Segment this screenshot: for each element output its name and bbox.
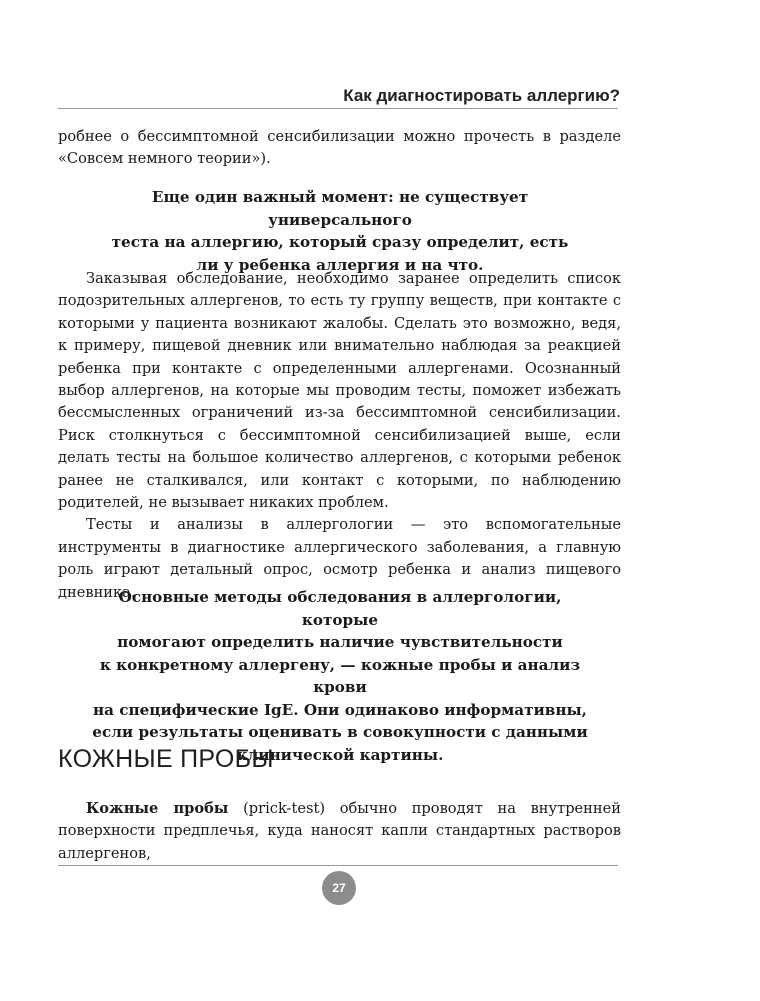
- header-rule: [58, 108, 618, 109]
- footer-rule: [58, 865, 618, 866]
- callout-1-line: ли у ребенка аллергия и на что.: [196, 255, 484, 274]
- section-heading: КОЖНЫЕ ПРОБЫ: [58, 745, 274, 773]
- callout-2-line: помогают определить наличие чувствительности: [117, 633, 563, 651]
- paragraph-4-rest: (prick-test) обычно проводят на внутренней поверхности предплечья, куда наносят капли стандартных растворов аллергенов,: [58, 800, 621, 862]
- callout-2-line: Основные методы обследования в аллергологии, которые: [118, 588, 562, 629]
- callout-1-line: теста на аллергию, который сразу определит, есть: [111, 233, 569, 251]
- page-number-badge: 27: [322, 871, 356, 905]
- callout-2-line: на специфические IgE. Они одинаково информативны,: [93, 700, 587, 719]
- term-skin-tests: Кожные пробы: [86, 800, 229, 817]
- paragraph-1: робнее о бессимптомной сенсибилизации можно прочесть в разделе «Совсем немного теории»).: [58, 128, 621, 168]
- body-block: [58, 268, 621, 604]
- paragraph-2: Заказывая обследование, необходимо заранее определить список подозрительных аллергенов, то есть ту группу веществ, при контакте с которыми у пациента возникают жалобы. Сделать это возможно, ведя, к примеру, пищевой дневник или внимательно наблюдая за реакцией ребенка при контакте с определенными аллергенами. Осознанный выбор аллергенов, на которые мы проводим тесты, поможет избежать бессмысленных ограничений из-за бессимптомной сенсибилизации. Риск столкнуться с бессимптомной сенсибилизацией выше, если делать тесты на большое количество аллергенов, с которыми ребенок ранее не сталкивался, или контакт с которыми, по наблюдению родителей, не вызывает никаких проблем.: [58, 270, 621, 512]
- callout-2-line: если результаты оценивать в совокупности с данными: [92, 723, 588, 741]
- callout-2-line: клинической картины.: [236, 745, 444, 764]
- paragraph-4: [58, 798, 621, 865]
- callout-universal-test: [80, 186, 600, 276]
- paragraph-3: Тесты и анализы в аллергологии — это вспомогательные инструменты в диагностике аллергического заболевания, а главную роль играют детальный опрос, осмотр ребенка и анализ пищевого дневника.: [58, 516, 621, 601]
- callout-methods: [80, 586, 600, 766]
- callout-1-line: Еще один важный момент: не существует универсального: [151, 188, 529, 229]
- callout-2-line: к конкретному аллергену, — кожные пробы и анализ крови: [99, 655, 581, 696]
- running-title: Как диагностировать аллергию?: [343, 86, 620, 105]
- section-body: [58, 798, 621, 865]
- paragraph-continuation: [58, 126, 621, 171]
